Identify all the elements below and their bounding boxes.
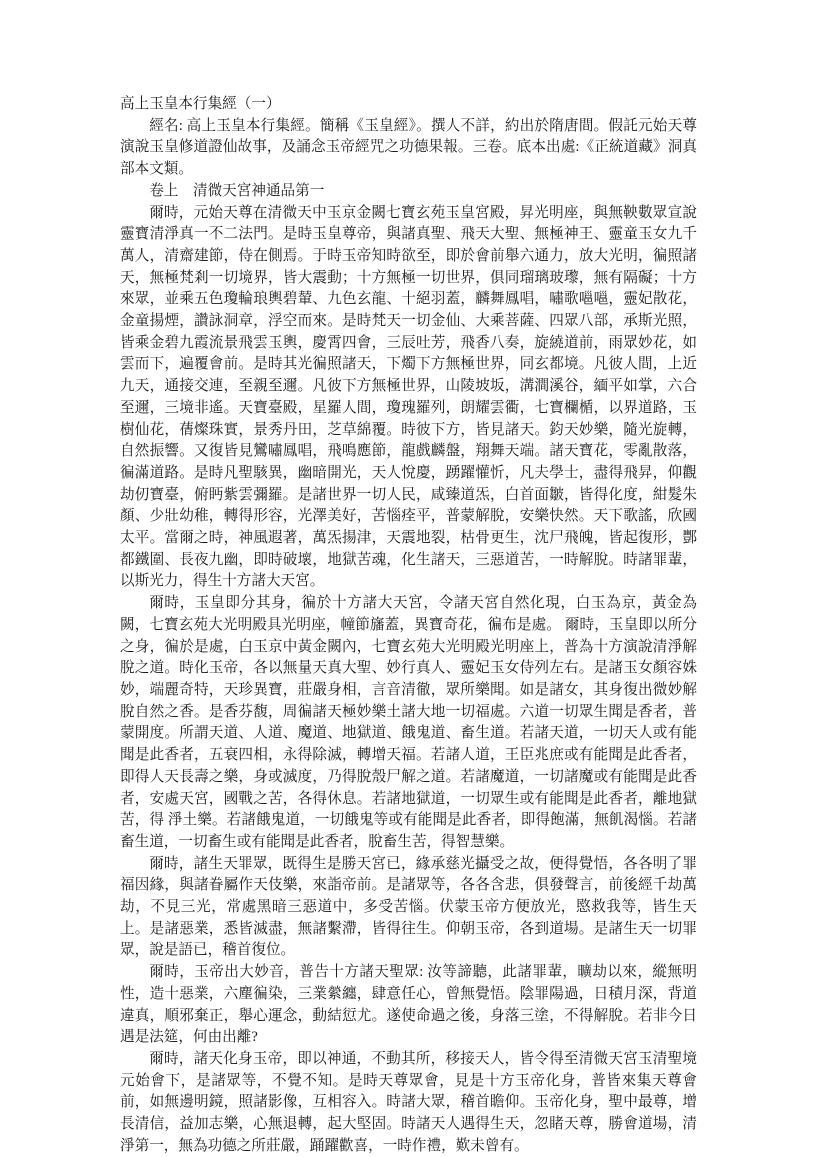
colophon-paragraph: 經名: 高上玉皇本行集經。簡稱《玉皇經》。撰人不詳，約出於隋唐間。假託元始天尊演說玉皇修道證仙故事，及誦念玉帝經咒之功德果報。三卷。底本出處:《正統道藏》洞真部本文類。 xyxy=(120,117,697,178)
document-title: 高上玉皇本行集經（一） xyxy=(120,96,281,112)
body-paragraph-2: 爾時，玉皇即分其身，徧於十方諸大天宮，令諸天宮自然化現，白玉為京，黃金為闕，七寶玄苑大光明殿具光明座，幢節旛蓋，異寶奇花，徧布是處。 爾時，玉皇即以所分之身，徧於是處，白玉京中黃金闕內，七寶玄苑大光明殿光明座上，普為十方演說清淨解脫之道。時化玉帝，各以無量天真大聖、妙行真人、靈妃玉女侍列左右。是諸玉女顏容姝妙，端麗奇特，天珍異寶，莊嚴身相，言音清徹，眾所樂聞。如是諸女，其身復出微妙解脫自然之香。是香芬馥，周徧諸天極妙樂土諸大地一切福處。六道一切眾生聞是香者，普蒙開度。所謂天道、人道、魔道、地獄道、餓鬼道、畜生道。若諸天道，一切天人或有能聞是此香者，五衰四相，永得除滅，轉增天福。若諸人道，王臣兆庶或有能聞是此香者，即得人天長壽之樂，身或滅度，乃得脫殼尸解之道。若諸魔道，一切諸魔或有能聞是此香者，安處天宮，國戰之苦，各得休息。若諸地獄道，一切眾生或有能聞是此香者，離地獄苦，得 淨土樂。若諸餓鬼道，一切餓鬼等或有能聞是此香者，即得飽滿，無飢渴惱。若諸畜生道，一切畜生或有能聞是此香者，脫畜生苦，得智慧樂。 xyxy=(120,595,697,850)
document-body xyxy=(120,94,697,1157)
body-paragraph-4: 爾時，玉帝出大妙音，普告十方諸天聖眾: 汝等諦聽，此諸罪輩，曠劫以來，縱無明性，造十惡業，六塵徧染，三業縈纏，肆意任心，曾無覺悟。陰罪陽過，日積月深，背道違真，順邪棄正，舉心運念，動結愆尤。遂使命過之後，身落三塗，不得解脫。若非今日遇是法筵，何由出離? xyxy=(120,964,697,1046)
body-paragraph-1: 爾時，元始天尊在清微天中玉京金闕七寶玄苑玉皇宮殿，昇光明座，與無鞅數眾宣說靈寶清淨真一不二法門。是時玉皇尊帝，與諸真聖、飛天大聖、無極神王、靈童玉女九千萬人，清齋建節，侍在側焉。于時玉帝知時欲至，即於會前舉六通力，放大光明，徧照諸天，無極梵剎一切境界，皆大震動；十方無極一切世界，俱同瑠璃玻瓈，無有隔礙；十方來眾，並乘五色瓊輪琅輿碧輦、九色玄龍、十絕羽蓋，麟舞鳳唱，嘯歌嗈嗈，靈妃散花，金童揚煙，讚詠洞章，浮空而來。是時梵天一切金仙、大乘菩薩、四眾八部，承斯光照，皆乘金碧九霞流景飛雲玉輿，慶霄四會，三辰吐芳，飛香八奏，旋繞道前，雨眾妙花，如雲而下，遍覆會前。是時其光徧照諸天，下燭下方無極世界，同玄都境。凡彼人間，上近九天，通接交連，至親至邇。凡彼下方無極世界，山陵坡坂，溝澗溪谷，緬平如掌，六合至邇，三境非遙。天寶臺殿，星羅人間，瓊瑰羅列，朗耀雲衢，七寶欄楯，以界道路，玉樹仙花，蒨燦珠實，景秀丹田，芝草綿覆。時彼下方，皆見諸天。鈞天妙樂，隨光旋轉，自然振響。又復皆見鸞嘯鳳唱，飛鳴應節，龍戲麟盤，翔舞天端。諸天寶花，零亂散落，徧滿道路。是時凡聖駭異，幽暗開光，天人悅慶，踴躍懽忻，凡夫學士，盡得飛昇，仰觀劫仞寶臺，俯眄紫雲彌羅。是諸世界一切人民，咸臻道炁，白首面皺，皆得化度，紺髮朱顏、少壯幼稚，轉得形容，光澤美好，苦惱痊平，普蒙解脫，安樂快然。天下歌謠，欣國太平。當爾之時，神風遐著，萬炁揚津，天震地裂，枯骨更生，沈尸飛魄，皆起復形，酆都鐵圍、長夜九幽，即時破壞，地獄苦魂，化生諸天，三惡道苦，一時解脫。時諸罪輩，以斯光力，得生十方諸大天宮。 xyxy=(120,204,697,590)
chapter-heading: 卷上 清微天宮神通品第一 xyxy=(149,182,325,199)
body-paragraph-3: 爾時，諸生天罪眾，既得生是勝天宮已，緣承慈光攝受之故，便得覺悟，各各明了罪福因緣，與諸眷屬作天伎樂，來詣帝前。是諸眾等，各各含悲，俱發聲言，前後經千劫萬劫，不見三光，常處黑暗三惡道中，多受苦惱。伏蒙玉帝方便放光，愍救我等，皆生天上。是諸惡業，悉皆滅盡，無諸繫滯，皆得往生。仰朝玉帝，各到道場。是諸生天一切罪眾，說是語已，稽首復位。 xyxy=(120,855,697,959)
body-paragraph-5: 爾時，諸天化身玉帝，即以神通，不動其所，移接天人，皆令得至清微天宮玉清聖境元始會下，是諸眾等，不覺不知。是時天尊眾會，見是十方玉帝化身，普皆來集天尊會前，如無邊明鏡，照諸影像，互相容入。時諸大眾，稽首瞻仰。玉帝化身，聖中最尊，增長清信，益加志樂，心無退轉，起大堅固。時諸天人遇得生天，忽睹天尊，勝會道場，清 淨第一，無為功德之所莊嚴，踊躍歡喜，一時作禮，歎未曾有。 xyxy=(120,1050,697,1154)
